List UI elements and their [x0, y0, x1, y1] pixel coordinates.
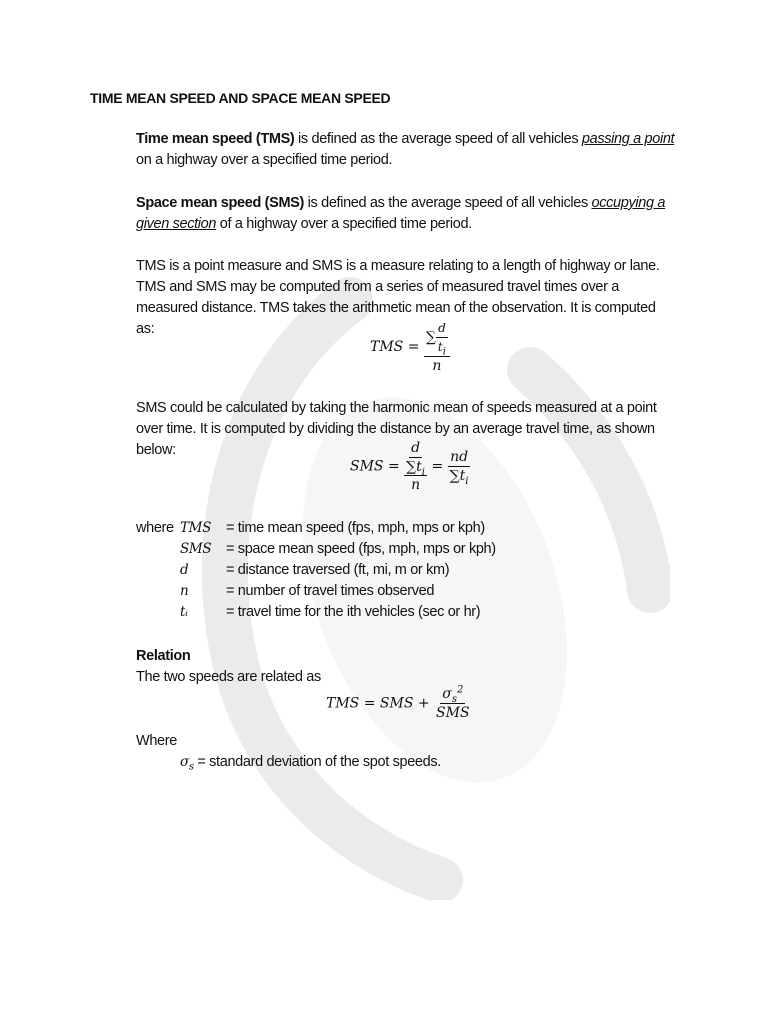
- sms-term: Space mean speed (SMS): [136, 195, 304, 211]
- relation-text: The two speeds are related as: [136, 669, 321, 685]
- tms-definition-paragraph: Time mean speed (TMS) is defined as the average speed of all vehicles passing a point on a highway over a specified time period.: [136, 131, 675, 168]
- tms-emphasis: passing a point: [581, 131, 675, 147]
- measure-explanation-paragraph: TMS is a point measure and SMS is a measure relating to a length of highway or lane. TMS and SMS may be computed from a series of measured travel times over a measured distance. TMS takes the arithmetic mean of the observation. It is computed as:: [136, 258, 660, 337]
- tms-term: Time mean speed (TMS): [136, 131, 295, 147]
- sigma-definition: $\sigma_s$ = standard deviation of the spot speeds.: [180, 754, 441, 773]
- sms-equation: SMS = d $\sum t_i$ n = $\frac{nd}{\sum t_i}$: [350, 440, 469, 493]
- sms-emphasis: occupying a given section: [136, 195, 666, 232]
- where-label-2: Where: [136, 733, 177, 749]
- harmonic-mean-paragraph: SMS could be calculated by taking the harmonic mean of speeds measured at a point over time. It is computed by dividing the distance by an average travel time, as shown below:: [136, 400, 657, 458]
- page-title: TIME MEAN SPEED AND SPACE MEAN SPEED: [90, 90, 391, 106]
- sms-definition-paragraph: Space mean speed (SMS) is defined as the average speed of all vehicles occupying a given section of a highway over a specified time period.: [136, 195, 666, 232]
- definition-row: where TMS = time mean speed (fps, mph, mps or kph): [136, 520, 485, 536]
- relation-heading: Relation: [136, 648, 191, 664]
- tms-equation: TMS = ∑ $\frac{d}{t_i}$ n: [370, 320, 450, 374]
- where-label: where: [136, 520, 174, 536]
- relation-equation: TMS = SMS + $\frac{\sigma_s^2}{\text{SMS}}$: [326, 684, 470, 721]
- document-page: TIME MEAN SPEED AND SPACE MEAN SPEED Time mean speed (TMS) is defined as the average speed of all vehicles passing a point on a highway over a specified time period. Space mean speed (SMS) is defined as the average speed of all vehicles occupying a given section of a highway over a specified time period. TMS is a point measure and SMS is a measure relating to a length of highway or lane. TMS and SMS may be computed from a series of measured travel times over a measured distance. TMS takes the arithmetic mean of the observation. It is computed as: TMS = ∑ $\frac{d}{t_i}$ n SMS could be calculated by taking the harmonic mean of speeds measured at a point over time. It is computed by dividing the distance by an average travel time, as shown below: SMS = d $\sum t_i$ n = $\frac{nd}{\sum t_i}$ where TMS = time mean speed (fps, mph, mps or kph) SMS = space mean speed (fps, mph, mps or kph) d = distance traversed (ft, mi, m or km) n = number of travel times observed tᵢ = travel time for the ith vehicles (sec or hr) Relation The two speeds are related as TMS = SMS + $\frac{\sigma_s^2}{\text{SMS}}$ Where $\sigma_s$ = standard deviation of the spot speeds.: [0, 0, 768, 1024]
